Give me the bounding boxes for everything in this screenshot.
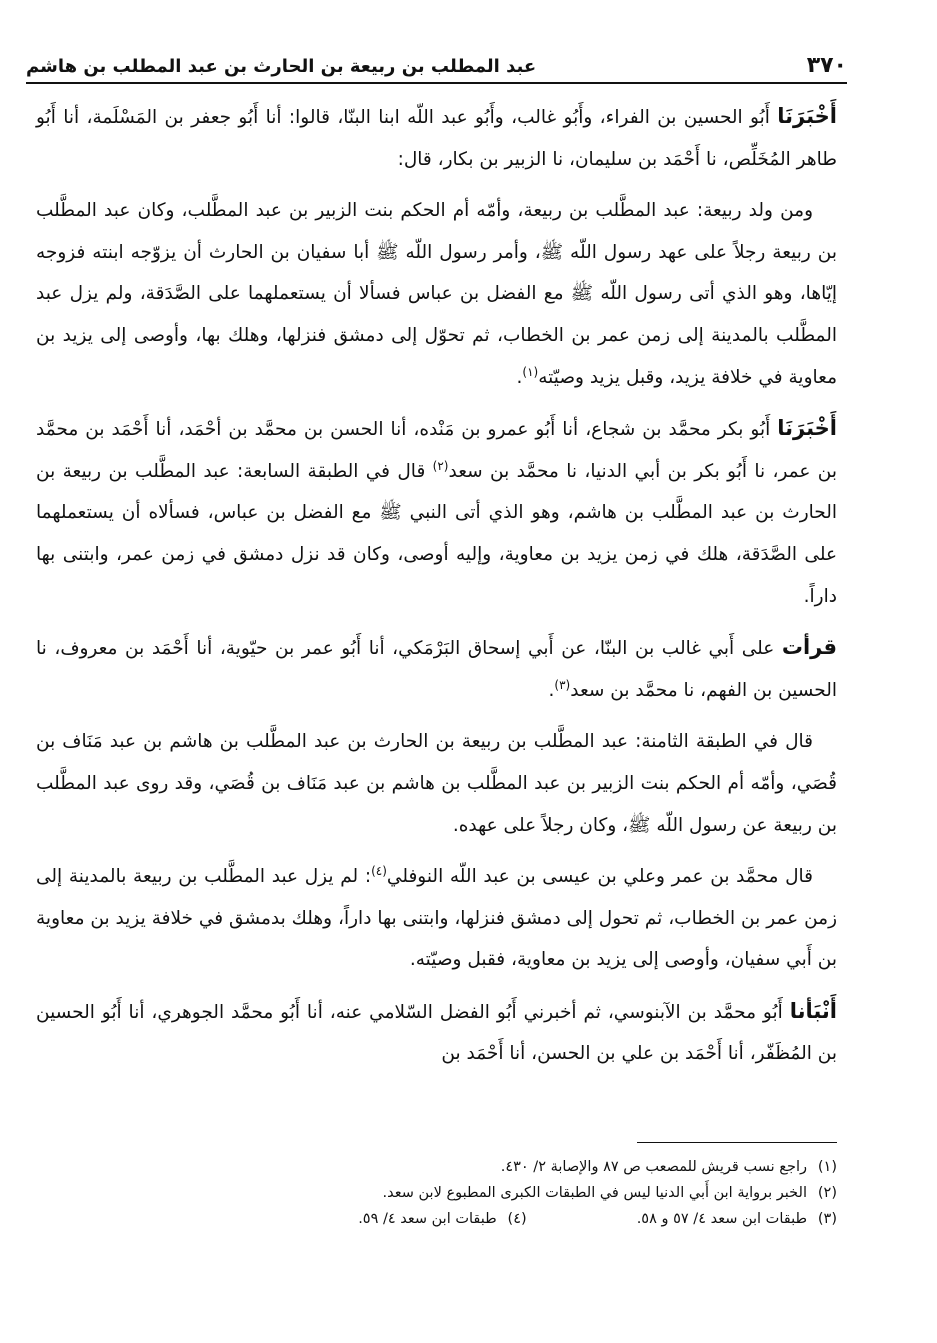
footnote-ref: (١) — [522, 364, 539, 379]
footnote-text: طبقات ابن سعد ٤/ ٥٧ و ٥٨. — [636, 1211, 807, 1227]
paragraph-tail: قال في الطبقة السابعة: عبد المطَّلب بن ربيعة بن الحارث بن عبد المطَّلب بن هاشم، وهو الذي أتى النبي ﷺ مع الفضل بن عباس، فسألاه أن يستعملهما على الصَّدَقة، هلك في زمن يزيد بن معاوية، وإليه أوصى، وكان قد نزل دمشق في زمن عمر، وابتنى بها داراً. — [36, 460, 837, 607]
paragraph-tail: . — [548, 679, 555, 701]
paragraph — [36, 627, 837, 711]
footnote-number: (٣) — [817, 1211, 837, 1227]
paragraph — [36, 408, 837, 617]
paragraph-text: أَبُو الحسين بن الفراء، وأَبُو غالب، وأَبُو عبد اللّه ابنا البنّا، قالوا: أنا أَبُو جعفر بن المَسْلَمة، أنا أَبُو طاهر المُخَلِّص، نا أَحْمَد بن سليمان، نا الزبير بن بكار، قال: — [36, 107, 837, 170]
lead-word: أَنْبَأنا — [789, 998, 837, 1023]
page-header — [26, 44, 847, 80]
footnote-ref: (٣) — [554, 677, 571, 692]
main-text — [36, 96, 837, 1085]
footnote-ref: (٢) — [432, 458, 449, 473]
paragraph — [36, 991, 837, 1075]
paragraph-tail: . — [516, 366, 523, 388]
paragraph-text: قال محمَّد بن عمر وعلي بن عيسى بن عبد اللّه النوفلي — [386, 866, 813, 888]
paragraph — [36, 721, 837, 846]
footnote-ref: (٤) — [371, 863, 387, 878]
footnote — [36, 1154, 837, 1180]
paragraph-text: أَبُو بكر محمَّد بن شجاع، أنا أَبُو عمرو بن مَنْده، أنا الحسن بن محمَّد بن أحْمَد، أنا أَحْمَد بن محمَّد بن عمر، نا أَبُو بكر بن أبي الدنيا، نا محمَّد بن سعد — [36, 419, 837, 482]
lead-word: قرأت — [781, 635, 837, 660]
footnote-text: راجع نسب قريش للمصعب ص ٨٧ والإصابة ٢/ ٤٣٠. — [500, 1159, 807, 1175]
paragraph — [36, 190, 837, 398]
paragraph-text: قال في الطبقة الثامنة: عبد المطَّلب بن ربيعة بن الحارث بن عبد المطَّلب بن هاشم بن عبد مَنَاف بن قُصَي، وأمّه أم الحكم بنت الزبير بن عبد المطَّلب بن هاشم بن عبد مَنَاف بن قُصَي، وقد روى عبد المطَّلب بن ربيعة عن رسول اللّه ﷺ، وكان رجلاً على عهده. — [36, 731, 837, 836]
footnote-number: (١) — [817, 1159, 837, 1175]
footnotes — [36, 1154, 837, 1232]
footnote-number: (٢) — [817, 1185, 837, 1201]
paragraph-text: أَبُو محمَّد بن الآبنوسي، ثم أخبرني أَبُو الفضل السّلامي عنه، أنا أَبُو محمَّد الجوهري، أنا أَبُو الحسين بن المُظَفّر، أنا أَحْمَد بن علي بن الحسن، أنا أَحْمَد بن — [36, 1001, 837, 1065]
header-rule — [26, 82, 847, 84]
paragraph-text: على أَبي غالب بن البنّا، عن أَبي إسحاق البَرْمَكي، أنا أَبُو عمر بن حيّوية، أنا أَحْمَد بن معروف، نا الحسين بن الفهم، نا محمَّد بن سعد — [36, 638, 837, 701]
running-title: عبد المطلب بن ربيعة بن الحارث بن عبد المطلب بن هاشم — [26, 56, 537, 77]
footnote-text: الخبر برواية ابن أَبي الدنيا ليس في الطبقات الكبرى المطبوع لابن سعد. — [382, 1185, 807, 1201]
paragraph-text: ومن ولد ربيعة: عبد المطَّلب بن ربيعة، وأمّه أم الحكم بنت الزبير بن عبد المطَّلب، وكان عبد المطَّلب بن ربيعة رجلاً على عهد رسول اللّه ﷺ، وأمر رسول اللّه ﷺ أبا سفيان بن الحارث أن يزوّجه ابنته فزوجه إيّاها، وهو الذي أتى رسول اللّه ﷺ مع الفضل بن عباس فسألا أن يستعملهما على الصَّدَقة، ولم يزل عبد المطَّلب بالمدينة إلى زمن عمر بن الخطاب، ثم تحوّل إلى دمشق فنزلها، وهلك بها، وأوصى إلى يزيد بن معاوية في خلافة يزيد، وقبل يزيد وصيّته — [36, 200, 837, 388]
paragraph — [36, 96, 837, 180]
lead-word: أَخْبَرَنَا — [777, 104, 837, 128]
lead-word: أَخْبَرَنَا — [777, 416, 837, 441]
footnote-rule — [637, 1142, 837, 1143]
footnote-text: طبقات ابن سعد ٤/ ٥٩. — [358, 1211, 497, 1227]
footnote — [36, 1206, 837, 1232]
page-number: ٣٧٠ — [806, 53, 847, 78]
paragraph-tail: : لم يزل عبد المطَّلب بن ربيعة بالمدينة إلى زمن عمر بن الخطاب، ثم تحول إلى دمشق فنزلها، وابتنى بها داراً، وهلك بدمشق في خلافة يزيد بن معاوية بن أَبي سفيان، وأوصى إلى يزيد بن معاوية، فقبل وصيّته. — [36, 866, 837, 971]
footnote-number: (٤) — [507, 1211, 527, 1227]
footnote — [36, 1180, 837, 1206]
paragraph — [36, 856, 837, 981]
